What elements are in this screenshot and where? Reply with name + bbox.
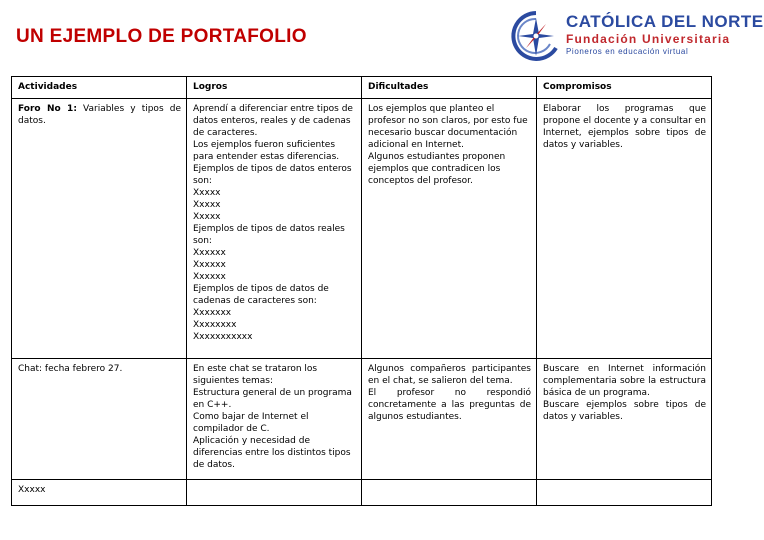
logro-line: Xxxxx [193, 188, 221, 198]
dificultad-line: Los ejemplos que planteo el profesor no son claros, por esto fue necesario buscar documentación adicional en Internet. [368, 104, 528, 150]
logro-line: Aprendí a diferenciar entre tipos de datos enteros, reales y de cadenas de caracteres. [193, 104, 353, 138]
header-logros: Logros [187, 77, 362, 99]
header-compromisos: Compromisos [537, 77, 712, 99]
activity-cell: Chat: fecha febrero 27. [12, 359, 187, 480]
logro-line: Xxxxxx [193, 272, 226, 282]
header-actividades: Actividades [12, 77, 187, 99]
dificultades-cell [362, 99, 537, 359]
logro-line: Xxxxx [193, 200, 221, 210]
table-row [12, 99, 712, 359]
compromisos-cell [537, 359, 712, 480]
activity-text: Variables y tipos de datos. [18, 104, 181, 126]
activity-label: Foro No 1: [18, 104, 77, 114]
logo-line-3: Pioneros en educación virtual [566, 47, 689, 56]
dificultad-line: Algunos estudiantes proponen ejemplos que contradicen los conceptos del profesor. [368, 152, 506, 186]
page-title: UN EJEMPLO DE PORTAFOLIO [16, 26, 307, 47]
catolica-del-norte-logo [508, 10, 764, 62]
logro-line: Ejemplos de tipos de datos de cadenas de caracteres son: [193, 284, 329, 306]
compass-star-icon [508, 10, 564, 62]
activity-cell [12, 99, 187, 359]
logro-line: Xxxxxxxxxxx [193, 332, 253, 342]
logro-line: Ejemplos de tipos de datos reales son: [193, 224, 345, 246]
dificultad-line: El profesor no respondió concretamente a las preguntas de algunos estudiantes. [368, 388, 531, 422]
compromiso-line: Buscare en Internet información complementaria sobre la estructura básica de un programa. [543, 364, 706, 398]
header-dificultades: Dificultades [362, 77, 537, 99]
table-header-row [12, 77, 712, 99]
dificultades-cell [362, 359, 537, 480]
compromiso-line: Buscare ejemplos sobre tipos de datos y variables. [543, 400, 706, 422]
logro-line: En este chat se trataron los siguientes temas: [193, 364, 318, 386]
logros-cell [187, 359, 362, 480]
logro-line: Xxxxxx [193, 260, 226, 270]
dificultad-line: Algunos compañeros participantes en el chat, se salieron del tema. [368, 364, 531, 386]
table-row [12, 480, 712, 506]
compromisos-cell [537, 480, 712, 506]
portfolio-table [11, 76, 712, 506]
logro-line: Estructura general de un programa en C++. [193, 388, 352, 410]
table-row [12, 359, 712, 480]
logros-cell [187, 480, 362, 506]
logro-line: Xxxxxxx [193, 308, 232, 318]
logo-line-2: Fundación Universitaria [566, 32, 731, 46]
logro-line: Xxxxxx [193, 248, 226, 258]
logo-line-1: CATÓLICA DEL NORTE [566, 12, 764, 31]
logro-line: Como bajar de Internet el compilador de C. [193, 412, 309, 434]
dificultades-cell [362, 480, 537, 506]
logro-line: Los ejemplos fueron suficientes para entender estas diferencias. [193, 140, 340, 162]
logro-line: Aplicación y necesidad de diferencias entre los distintos tipos de datos. [193, 436, 351, 470]
logro-line: Ejemplos de tipos de datos enteros son: [193, 164, 352, 186]
logros-cell [187, 99, 362, 359]
activity-cell: Xxxxx [12, 480, 187, 506]
compromisos-cell: Elaborar los programas que propone el docente y a consultar en Internet, ejemplos sobre tipos de datos y variables. [537, 99, 712, 359]
logro-line: Xxxxxxxx [193, 320, 237, 330]
logro-line: Xxxxx [193, 212, 221, 222]
